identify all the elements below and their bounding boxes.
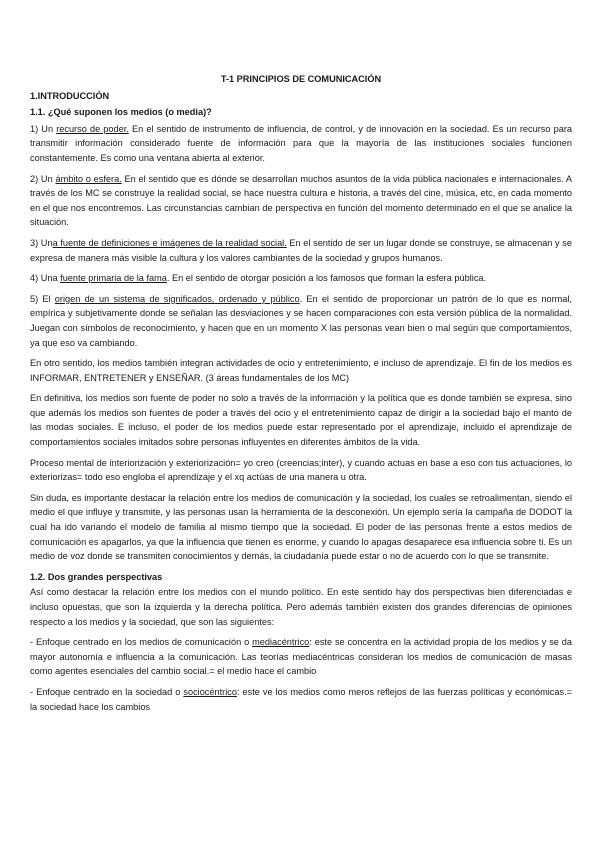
paragraph-6: En otro sentido, los medios también integran actividades de ocio y entretenimiento, e incluso de aprendizaje. El fin de los medios es INFORMAR, ENTRETENER y ENSEÑAR. (3 áreas fundamentales de los MC) [30, 358, 572, 383]
underlined-term: sociocéntrico [183, 686, 237, 697]
section-heading-introduccion: 1.INTRODUCCIÓN [30, 90, 110, 101]
paragraph-9: Sin duda, es importante destacar la relación entre los medios de comunicación y la sociedad, los cuales se retroalimentan, siendo el medio el que influye y transmite, y las personas usan la herramienta de la desconexión. Un ejemplo sería la campaña de DODOT la cual ha ido variando el modelo de familia al mismo tiempo que la sociedad. El poder de las personas frente a estos medios de comunicación es apagarlos, ya que la influencia que tienen es enorme, y cuando lo apagas desaparece esa influencia sobre ti. Es un medio de voz donde se transmiten conocimientos y demás, la ciudadanía puede estar o no de acuerdo con lo que se transmite. [30, 492, 572, 562]
document-title: T-1 PRINCIPIOS DE COMUNICACIÓN [220, 74, 382, 84]
paragraph-2: 2) Un ámbito o esfera. En el sentido que es dónde se desarrollan muchos asuntos de la vida pública nacionales e internacionales. A través de los MC se construye la realidad social, se hace nuestra cultura e historia, a través del cine, música, etc, en cada momento en el que nos encontremos. Las circunstancias cambian de perspectiva en función del momento determinado en el que se analice la situación. [30, 173, 572, 228]
underlined-term: origen de un sistema de significados, ordenado y público [54, 293, 300, 304]
subsection-heading-1-1: 1.1. ¿Qué suponen los medios (o media)? [30, 107, 212, 118]
paragraph-12: - Enfoque centrado en la sociedad o sociocéntrico: este ve los medios como meros reflejos de las fuerzas políticas y económicas.= la sociedad hace los cambios [30, 686, 573, 712]
paragraph-5: 5) El origen de un sistema de significados, ordenado y público. En el sentido de proporcionar un patrón de lo que es normal, empírica y subjetivamente donde se señalan las desviaciones y se hacen comparaciones con esta versión pública de la normalidad. Juegan con símbolos de reconocimiento, y hacen que en un momento X las personas vean bien o mal según que comportamientos, ya que eso va cambiando. [30, 293, 572, 348]
document-page [30, 72, 572, 720]
paragraph-4: 4) Una fuente primaria de la fama. En el sentido de otorgar posición a los famosos que forman la esfera pública. [30, 273, 487, 284]
underlined-term: fuente primaria de la fama [60, 273, 167, 284]
subsection-heading-1-2: 1.2. Dos grandes perspectivas [30, 571, 163, 582]
paragraph-3: 3) Una fuente de definiciones e imágenes de la realidad social. En el sentido de ser un lugar donde se construye, se almacenan y se expresa de manera más visible la cultura y los valores cambiantes de la sociedad y grupos humanos. [30, 237, 572, 263]
paragraph-10: Así como destacar la relación entre los medios con el mundo político. En este sentido hay dos perspectivas bien diferenciadas e incluso opuestas, que son la izquierda y la derecha política. Pero además también existen dos grandes diferencias de opiniones respecto a los medios y la sociedad, que son las siguientes: [30, 587, 572, 627]
paragraph-1: 1) Un recurso de poder. En el sentido de instrumento de influencia, de control, y de innovación en la sociedad. Es un recurso para transmitir información considerado fuente de información para que la mayoría de las instituciones sociales funcionen constantemente. Es como una ventana abierta al exterior. [30, 123, 572, 163]
paragraph-8: Proceso mental de interiorización y exteriorización= yo creo (creencias;inter), y cuando actuas en base a eso con tus actuaciones, lo exteriorizas= todo eso engloba el aprendizaje y el xq actúas de una manera u otra. [30, 457, 572, 483]
underlined-term: mediacéntrico [252, 637, 310, 648]
paragraph-11: - Enfoque centrado en los medios de comunicación o mediacéntrico: este se concentra en la actividad propia de los medios y se da mayor autonomía e influencia a la comunicación. Las teorías mediacéntricas consideran los medios de comunicación de masas como agentes esenciales del cambio social.= el medio hace el cambio [30, 637, 572, 677]
underlined-term: recurso de poder. [56, 123, 129, 134]
paragraph-7: En definitiva, los medios son fuente de poder no solo a través de la información y la política que es donde también se expresa, sino que además los medios son fuentes de poder a través del ocio y el entretenimiento capaz de dirigir a la sociedad bajo el manto de las modas sociales. E incluso, el poder de los medios puede estar representado por el aprendizaje, incluido el aprendizaje de comportamientos sociales imitados sobre personas influyentes en diferentes ámbitos de la vida. [30, 393, 572, 448]
underlined-term: ámbito o esfera. [55, 173, 122, 184]
underlined-term: a fuente de definiciones e imágenes de la realidad social. [52, 237, 287, 248]
